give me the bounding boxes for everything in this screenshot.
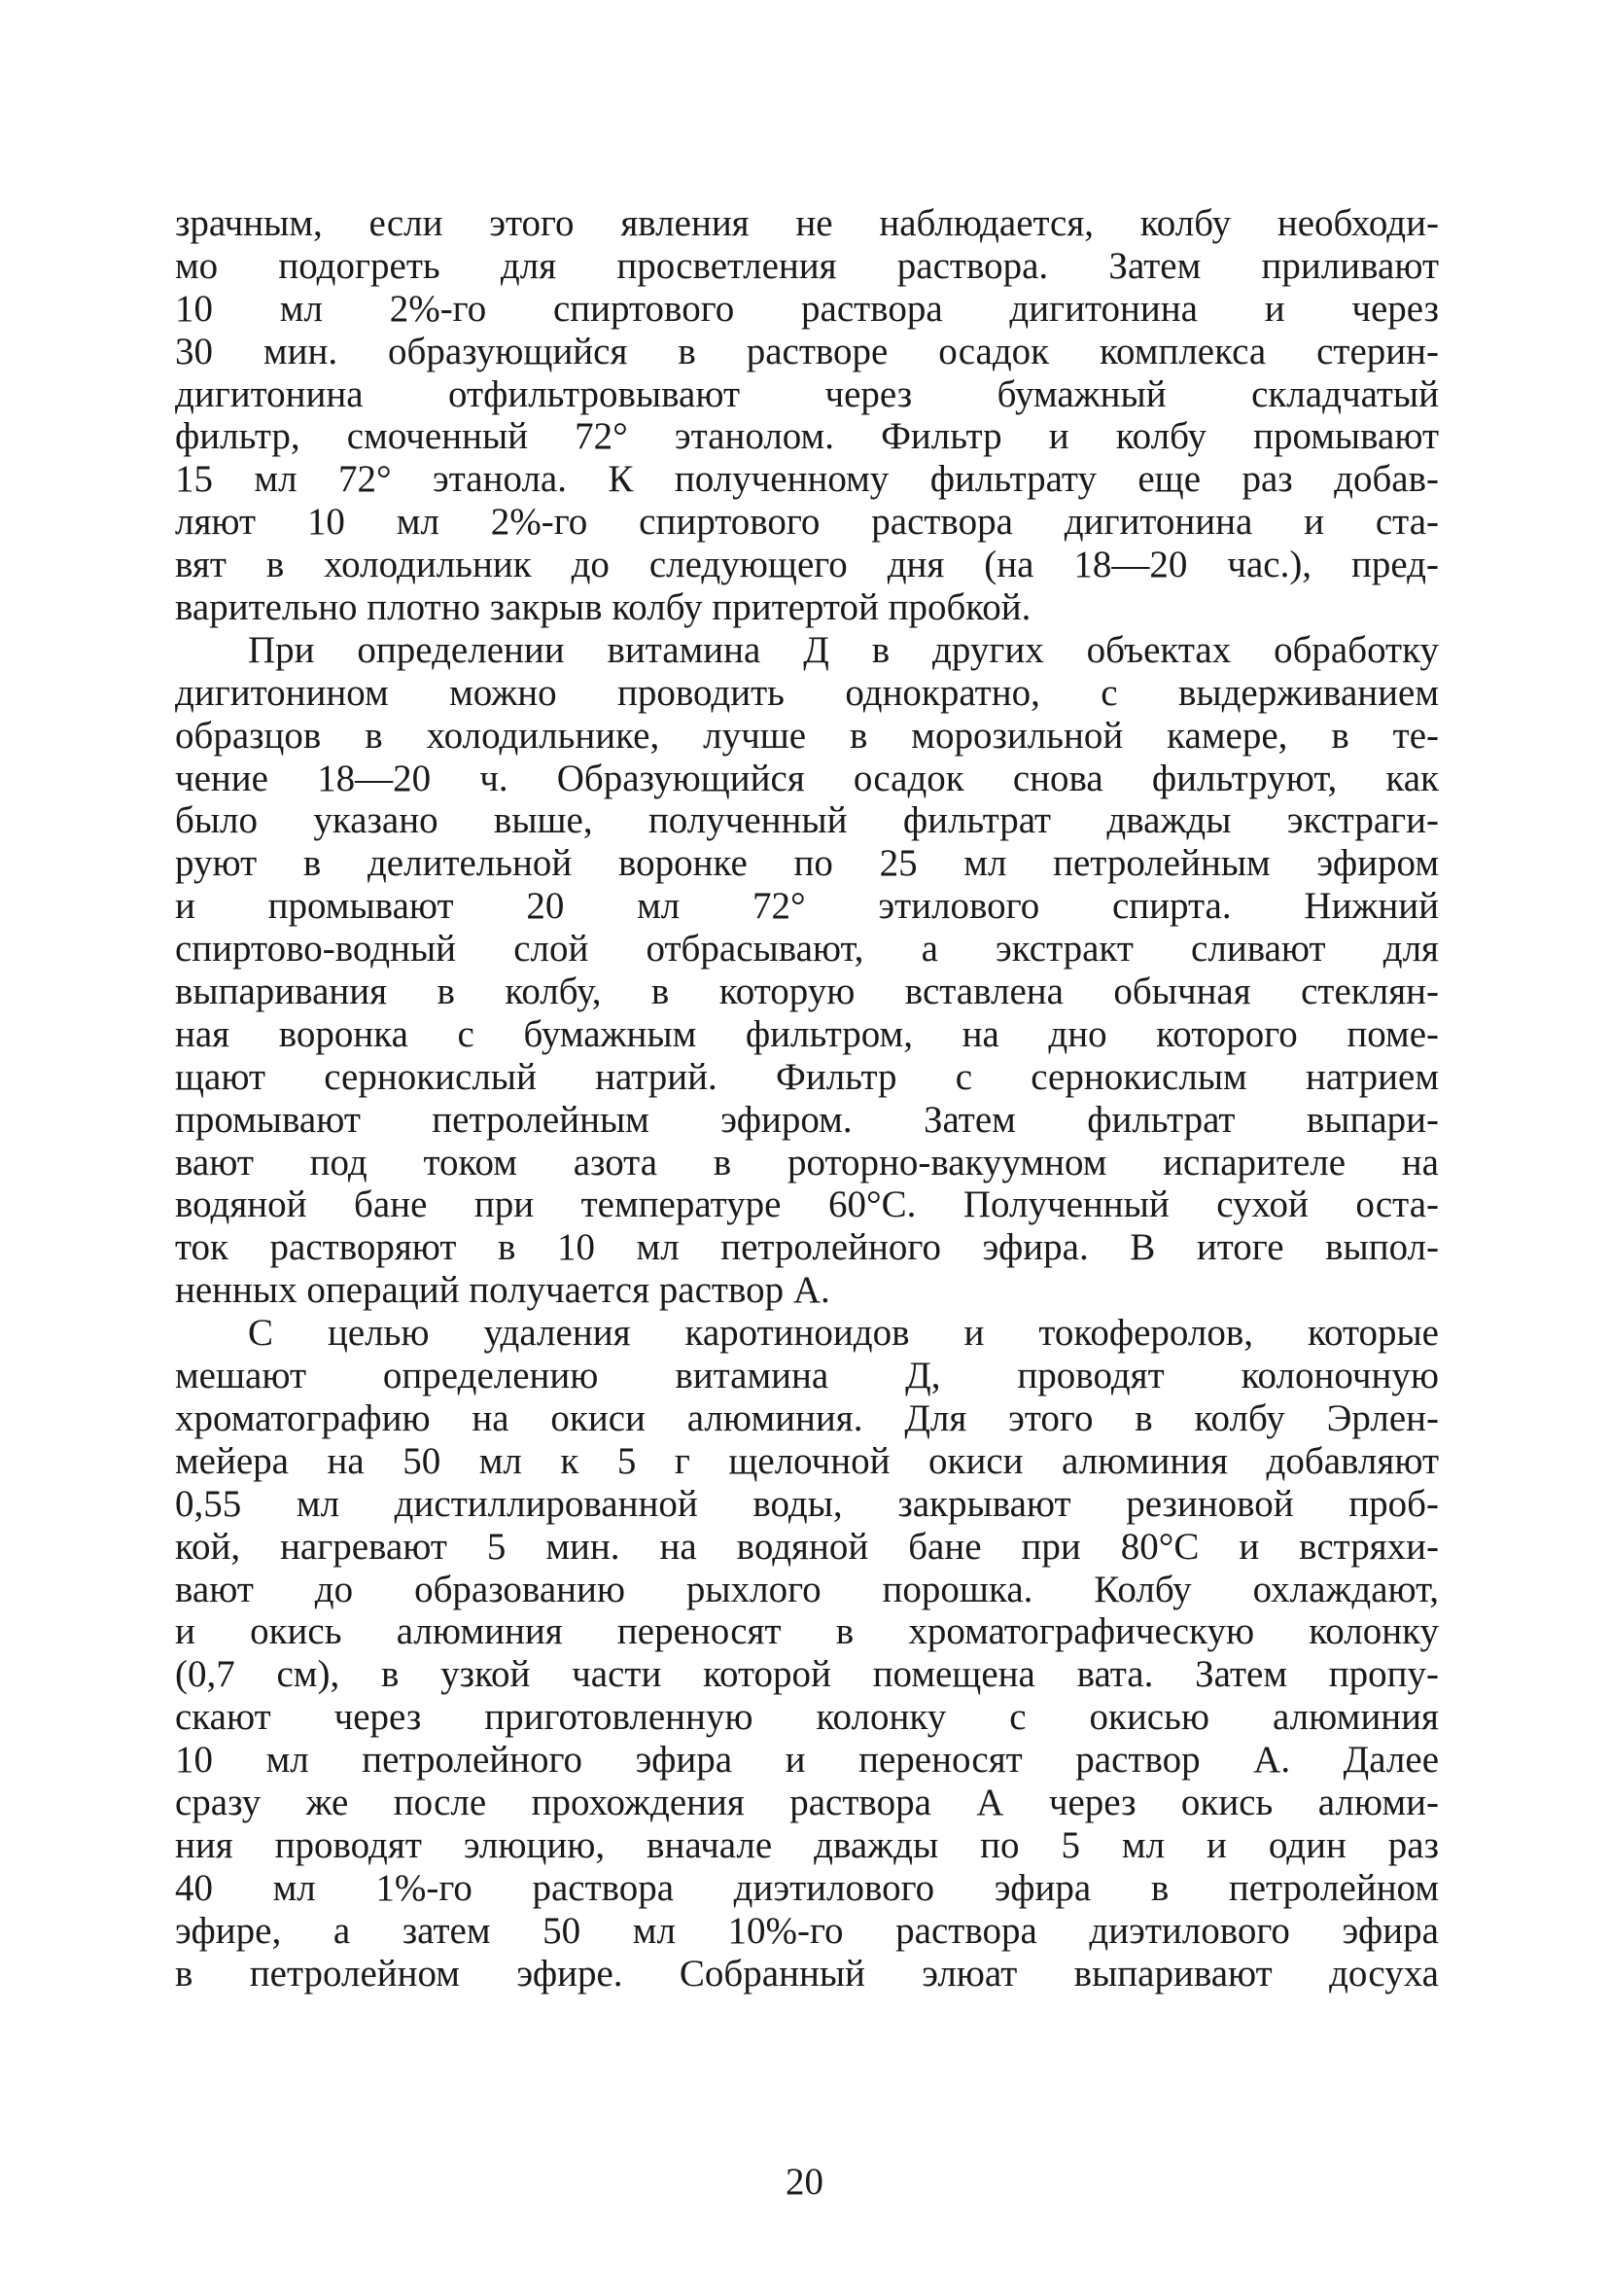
text-line: выпаривания в колбу, в которую вставлена обычная стеклян- (175, 971, 1439, 1013)
text-line: 30 мин. образующийся в растворе осадок комплекса стерин- (175, 330, 1439, 372)
text-line: 40 мл 1%-го раствора диэтилового эфира в петролейном (175, 1866, 1439, 1909)
text-line: вят в холодильник до следующего дня (на 18—20 час.), пред- (175, 544, 1439, 586)
text-line: ния проводят элюцию, вначале дважды по 5 мл и один раз (175, 1823, 1439, 1866)
text-line: спиртово-водный слой отбрасывают, а экстракт сливают для (175, 928, 1439, 971)
text-line: образцов в холодильнике, лучше в морозильной камере, в те- (175, 714, 1439, 757)
text-line: промывают петролейным эфиром. Затем фильтрат выпари- (175, 1098, 1439, 1141)
text-line: чение 18—20 ч. Образующийся осадок снова фильтруют, как (175, 757, 1439, 799)
page-number: 20 (786, 2161, 823, 2203)
paragraph (175, 202, 1439, 629)
text-line: 10 мл 2%-го спиртового раствора дигитонина и через (175, 287, 1439, 330)
text-line: ная воронка с бумажным фильтром, на дно которого поме- (175, 1012, 1439, 1055)
text-line: варительно плотно закрыв колбу притертой пробкой. (175, 586, 1032, 629)
text-line: вают до образованию рыхлого порошка. Колбу охлаждают, (175, 1568, 1439, 1610)
text-line: ток растворяют в 10 мл петролейного эфира. В итоге выпол- (175, 1226, 1439, 1269)
text-line: С целью удаления каротиноидов и токоферолов, которые (248, 1312, 1439, 1355)
text-line: 15 мл 72° этанола. К полученному фильтрату еще раз добав- (175, 458, 1439, 501)
text-line: было указано выше, полученный фильтрат дважды экстраги- (175, 799, 1439, 842)
body-text (175, 202, 1439, 1995)
text-line: кой, нагревают 5 мин. на водяной бане при 80°С и встряхи- (175, 1525, 1439, 1568)
text-line: хроматографию на окиси алюминия. Для этого в колбу Эрлен- (175, 1396, 1439, 1439)
text-line: ляют 10 мл 2%-го спиртового раствора дигитонина и ста- (175, 501, 1439, 544)
text-line: вают под током азота в роторно-вакуумном испарителе на (175, 1141, 1439, 1183)
text-line: дигитонином можно проводить однократно, с выдерживанием (175, 671, 1439, 714)
paragraph (175, 629, 1439, 1312)
text-line: 10 мл петролейного эфира и переносят раствор А. Далее (175, 1739, 1439, 1782)
text-line: водяной бане при температуре 60°С. Полученный сухой оста- (175, 1183, 1439, 1226)
text-line: дигитонина отфильтровывают через бумажный складчатый (175, 372, 1439, 415)
text-line: мейера на 50 мл к 5 г щелочной окиси алюминия добавляют (175, 1439, 1439, 1482)
paragraph (175, 1312, 1439, 1995)
text-line: скают через приготовленную колонку с окисью алюминия (175, 1696, 1439, 1739)
text-line: и окись алюминия переносят в хроматографическую колонку (175, 1610, 1439, 1653)
text-line: фильтр, смоченный 72° этанолом. Фильтр и колбу промывают (175, 415, 1439, 458)
text-line: ненных операций получается раствор А. (175, 1269, 830, 1312)
text-line: 0,55 мл дистиллированной воды, закрывают резиновой проб- (175, 1482, 1439, 1525)
text-line: и промывают 20 мл 72° этилового спирта. Нижний (175, 885, 1439, 928)
text-line: мешают определению витамина Д, проводят колоночную (175, 1355, 1439, 1397)
text-line: мо подогреть для просветления раствора. Затем приливают (175, 244, 1439, 287)
text-line: зрачным, если этого явления не наблюдается, колбу необходи- (175, 202, 1439, 244)
text-line: (0,7 см), в узкой части которой помещена вата. Затем пропу- (175, 1653, 1439, 1696)
text-line: сразу же после прохождения раствора А через окись алюми- (175, 1781, 1439, 1823)
text-line: щают сернокислый натрий. Фильтр с сернокислым натрием (175, 1055, 1439, 1098)
text-line: эфире, а затем 50 мл 10%-го раствора диэтилового эфира (175, 1909, 1439, 1952)
text-line: руют в делительной воронке по 25 мл петролейным эфиром (175, 842, 1439, 885)
text-line: При определении витамина Д в других объектах обработку (248, 628, 1439, 671)
text-line: в петролейном эфире. Собранный элюат выпаривают досуха (175, 1952, 1439, 1995)
